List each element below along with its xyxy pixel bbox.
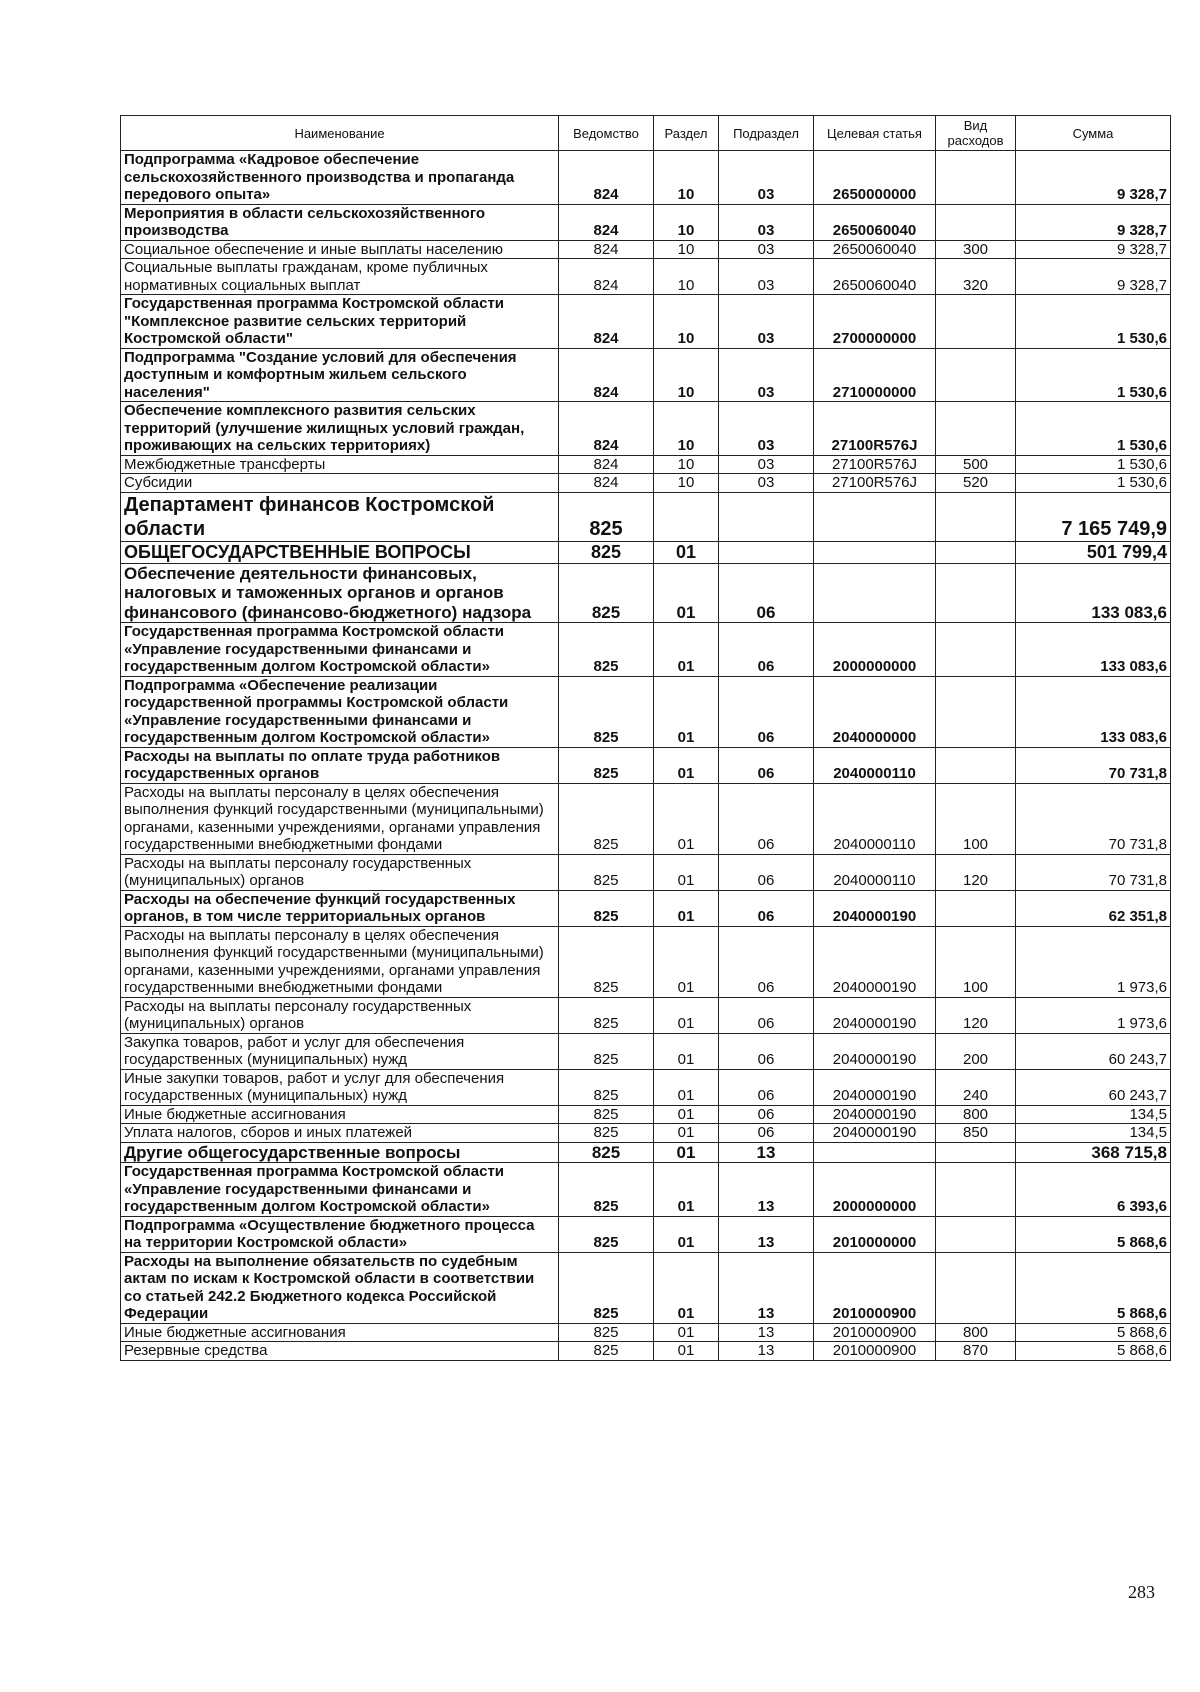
cell-name: Расходы на выплаты по оплате труда работников государственных органов: [121, 747, 559, 783]
cell-name: Расходы на обеспечение функций государственных органов, в том числе территориальных органов: [121, 890, 559, 926]
cell-subsection: 13: [719, 1142, 814, 1163]
table-row: [121, 151, 1171, 205]
cell-kind: [936, 747, 1016, 783]
cell-dept: 824: [559, 348, 654, 402]
cell-sum: 62 351,8: [1016, 890, 1171, 926]
cell-target: 2040000110: [814, 854, 936, 890]
cell-target: 2010000900: [814, 1323, 936, 1342]
table-row: [121, 259, 1171, 295]
cell-dept: 824: [559, 240, 654, 259]
table-row: [121, 455, 1171, 474]
cell-target: [814, 541, 936, 563]
cell-target: 2040000190: [814, 997, 936, 1033]
table-row: [121, 1163, 1171, 1217]
cell-subsection: 06: [719, 1033, 814, 1069]
cell-target: 2700000000: [814, 295, 936, 349]
cell-subsection: 06: [719, 676, 814, 747]
cell-target: 2040000190: [814, 1124, 936, 1143]
cell-target: 27100R576J: [814, 455, 936, 474]
cell-kind: [936, 1142, 1016, 1163]
cell-section: 01: [654, 541, 719, 563]
cell-section: 10: [654, 348, 719, 402]
cell-section: 01: [654, 854, 719, 890]
table-header: [121, 116, 1171, 151]
cell-name: Закупка товаров, работ и услуг для обеспечения государственных (муниципальных) нужд: [121, 1033, 559, 1069]
cell-dept: 825: [559, 747, 654, 783]
cell-section: 01: [654, 890, 719, 926]
cell-subsection: [719, 492, 814, 541]
cell-sum: 60 243,7: [1016, 1069, 1171, 1105]
table-row: [121, 1252, 1171, 1323]
cell-section: 01: [654, 1323, 719, 1342]
cell-kind: 500: [936, 455, 1016, 474]
cell-subsection: 03: [719, 151, 814, 205]
cell-name: Подпрограмма "Создание условий для обеспечения доступным и комфортным жильем сельского населения": [121, 348, 559, 402]
cell-target: 2040000110: [814, 747, 936, 783]
cell-name: Другие общегосударственные вопросы: [121, 1142, 559, 1163]
cell-dept: 825: [559, 563, 654, 623]
table-row: [121, 854, 1171, 890]
cell-section: 10: [654, 259, 719, 295]
cell-kind: 800: [936, 1323, 1016, 1342]
cell-subsection: 03: [719, 259, 814, 295]
cell-target: 2010000900: [814, 1252, 936, 1323]
cell-sum: 1 530,6: [1016, 402, 1171, 456]
cell-kind: 320: [936, 259, 1016, 295]
cell-target: 2040000190: [814, 1069, 936, 1105]
cell-target: 2040000190: [814, 890, 936, 926]
cell-subsection: 06: [719, 997, 814, 1033]
cell-section: 10: [654, 240, 719, 259]
cell-target: 27100R576J: [814, 402, 936, 456]
header-sum: Сумма: [1016, 116, 1171, 151]
cell-sum: 5 868,6: [1016, 1342, 1171, 1361]
cell-target: 2010000000: [814, 1216, 936, 1252]
cell-target: 2650060040: [814, 259, 936, 295]
cell-subsection: [719, 541, 814, 563]
table-row: [121, 623, 1171, 677]
cell-name: Расходы на выполнение обязательств по судебным актам по искам к Костромской области в соответствии со статьей 242.2 Бюджетного кодекса Российской Федерации: [121, 1252, 559, 1323]
cell-dept: 824: [559, 455, 654, 474]
table-row: [121, 295, 1171, 349]
cell-name: Расходы на выплаты персоналу в целях обеспечения выполнения функций государственными (муниципальными) органами, казенными учреждениями, органами управления государственными внебюджетными фондами: [121, 783, 559, 854]
cell-sum: 70 731,8: [1016, 854, 1171, 890]
cell-subsection: 03: [719, 474, 814, 493]
cell-dept: 825: [559, 1342, 654, 1361]
cell-name: Социальные выплаты гражданам, кроме публичных нормативных социальных выплат: [121, 259, 559, 295]
cell-sum: 9 328,7: [1016, 204, 1171, 240]
cell-target: 2650060040: [814, 204, 936, 240]
header-section: Раздел: [654, 116, 719, 151]
cell-dept: 825: [559, 890, 654, 926]
table-row: [121, 1069, 1171, 1105]
cell-sum: 9 328,7: [1016, 240, 1171, 259]
cell-section: 10: [654, 204, 719, 240]
cell-sum: 5 868,6: [1016, 1323, 1171, 1342]
cell-name: Иные закупки товаров, работ и услуг для обеспечения государственных (муниципальных) нужд: [121, 1069, 559, 1105]
cell-sum: 133 083,6: [1016, 563, 1171, 623]
cell-sum: 133 083,6: [1016, 623, 1171, 677]
cell-subsection: 13: [719, 1342, 814, 1361]
cell-section: 01: [654, 1342, 719, 1361]
cell-subsection: 03: [719, 204, 814, 240]
cell-section: 01: [654, 997, 719, 1033]
cell-target: 2710000000: [814, 348, 936, 402]
cell-subsection: 03: [719, 402, 814, 456]
cell-target: 2650000000: [814, 151, 936, 205]
cell-sum: 70 731,8: [1016, 783, 1171, 854]
cell-dept: 825: [559, 1124, 654, 1143]
cell-name: Подпрограмма «Обеспечение реализации государственной программы Костромской области «Управление государственными финансами и государственным долгом Костромской области»: [121, 676, 559, 747]
cell-target: 2040000000: [814, 676, 936, 747]
cell-sum: 368 715,8: [1016, 1142, 1171, 1163]
table-row: [121, 747, 1171, 783]
cell-subsection: 06: [719, 1105, 814, 1124]
cell-target: 2000000000: [814, 1163, 936, 1217]
cell-name: Иные бюджетные ассигнования: [121, 1105, 559, 1124]
cell-target: 2040000110: [814, 783, 936, 854]
table-row: [121, 1216, 1171, 1252]
cell-dept: 825: [559, 1069, 654, 1105]
cell-section: 01: [654, 1142, 719, 1163]
cell-kind: 850: [936, 1124, 1016, 1143]
cell-name: Межбюджетные трансферты: [121, 455, 559, 474]
cell-subsection: 06: [719, 890, 814, 926]
table-row: [121, 783, 1171, 854]
table-row: [121, 492, 1171, 541]
cell-section: 01: [654, 1105, 719, 1124]
cell-target: [814, 563, 936, 623]
cell-kind: [936, 1252, 1016, 1323]
cell-subsection: 06: [719, 926, 814, 997]
cell-dept: 824: [559, 402, 654, 456]
cell-dept: 825: [559, 854, 654, 890]
cell-sum: 6 393,6: [1016, 1163, 1171, 1217]
cell-sum: 134,5: [1016, 1124, 1171, 1143]
cell-subsection: 06: [719, 747, 814, 783]
cell-dept: 824: [559, 204, 654, 240]
table-row: [121, 676, 1171, 747]
cell-kind: 100: [936, 783, 1016, 854]
cell-target: 2010000900: [814, 1342, 936, 1361]
cell-subsection: 03: [719, 240, 814, 259]
cell-dept: 825: [559, 1216, 654, 1252]
cell-kind: [936, 676, 1016, 747]
cell-kind: 120: [936, 854, 1016, 890]
cell-sum: 1 530,6: [1016, 474, 1171, 493]
cell-section: 01: [654, 623, 719, 677]
cell-dept: 825: [559, 1252, 654, 1323]
cell-section: 01: [654, 926, 719, 997]
table-row: [121, 1323, 1171, 1342]
cell-name: Расходы на выплаты персоналу государственных (муниципальных) органов: [121, 997, 559, 1033]
cell-kind: 120: [936, 997, 1016, 1033]
cell-name: Государственная программа Костромской области «Управление государственными финансами и государственным долгом Костромской области»: [121, 1163, 559, 1217]
table-row: [121, 1033, 1171, 1069]
cell-kind: 100: [936, 926, 1016, 997]
cell-dept: 825: [559, 623, 654, 677]
cell-subsection: 06: [719, 1069, 814, 1105]
cell-kind: 520: [936, 474, 1016, 493]
cell-sum: 1 530,6: [1016, 348, 1171, 402]
cell-name: Мероприятия в области сельскохозяйственного производства: [121, 204, 559, 240]
cell-target: 27100R576J: [814, 474, 936, 493]
cell-dept: 825: [559, 541, 654, 563]
table-row: [121, 541, 1171, 563]
cell-sum: 501 799,4: [1016, 541, 1171, 563]
table-row: [121, 474, 1171, 493]
table-row: [121, 240, 1171, 259]
cell-dept: 824: [559, 474, 654, 493]
cell-target: 2000000000: [814, 623, 936, 677]
cell-section: 01: [654, 563, 719, 623]
cell-kind: 200: [936, 1033, 1016, 1069]
cell-dept: 825: [559, 783, 654, 854]
cell-sum: 5 868,6: [1016, 1252, 1171, 1323]
table-row: [121, 348, 1171, 402]
table-row: [121, 926, 1171, 997]
cell-section: 01: [654, 1069, 719, 1105]
cell-name: Резервные средства: [121, 1342, 559, 1361]
cell-dept: 825: [559, 492, 654, 541]
header-kind: Вид расходов: [936, 116, 1016, 151]
cell-section: 01: [654, 1033, 719, 1069]
cell-sum: 1 973,6: [1016, 926, 1171, 997]
cell-subsection: 13: [719, 1216, 814, 1252]
cell-sum: 133 083,6: [1016, 676, 1171, 747]
cell-sum: 134,5: [1016, 1105, 1171, 1124]
cell-section: 01: [654, 1252, 719, 1323]
cell-section: 01: [654, 783, 719, 854]
cell-target: 2040000190: [814, 1105, 936, 1124]
header-subsection: Подраздел: [719, 116, 814, 151]
cell-name: Расходы на выплаты персоналу государственных (муниципальных) органов: [121, 854, 559, 890]
table-row: [121, 890, 1171, 926]
cell-dept: 824: [559, 259, 654, 295]
cell-name: Департамент финансов Костромской области: [121, 492, 559, 541]
cell-name: Социальное обеспечение и иные выплаты населению: [121, 240, 559, 259]
cell-section: 01: [654, 747, 719, 783]
cell-kind: [936, 1163, 1016, 1217]
cell-name: Подпрограмма «Кадровое обеспечение сельскохозяйственного производства и пропаганда передового опыта»: [121, 151, 559, 205]
table-row: [121, 997, 1171, 1033]
cell-section: 01: [654, 1216, 719, 1252]
cell-kind: 300: [936, 240, 1016, 259]
header-dept: Ведомство: [559, 116, 654, 151]
cell-section: 10: [654, 402, 719, 456]
cell-section: 01: [654, 676, 719, 747]
cell-kind: 870: [936, 1342, 1016, 1361]
table-row: [121, 1124, 1171, 1143]
cell-subsection: 03: [719, 295, 814, 349]
cell-subsection: 03: [719, 348, 814, 402]
cell-section: 01: [654, 1124, 719, 1143]
cell-name: ОБЩЕГОСУДАРСТВЕННЫЕ ВОПРОСЫ: [121, 541, 559, 563]
cell-section: 10: [654, 295, 719, 349]
cell-subsection: 13: [719, 1323, 814, 1342]
cell-dept: 824: [559, 151, 654, 205]
table-row: [121, 1142, 1171, 1163]
cell-dept: 825: [559, 926, 654, 997]
cell-kind: 800: [936, 1105, 1016, 1124]
cell-subsection: 13: [719, 1252, 814, 1323]
cell-kind: 240: [936, 1069, 1016, 1105]
cell-sum: 9 328,7: [1016, 151, 1171, 205]
cell-target: 2040000190: [814, 926, 936, 997]
cell-dept: 825: [559, 1105, 654, 1124]
cell-kind: [936, 1216, 1016, 1252]
cell-sum: 9 328,7: [1016, 259, 1171, 295]
cell-sum: 1 530,6: [1016, 455, 1171, 474]
page-number: 283: [1128, 1582, 1155, 1602]
cell-subsection: 13: [719, 1163, 814, 1217]
cell-dept: 825: [559, 997, 654, 1033]
cell-dept: 825: [559, 1163, 654, 1217]
cell-dept: 825: [559, 676, 654, 747]
cell-sum: 1 530,6: [1016, 295, 1171, 349]
cell-kind: [936, 348, 1016, 402]
cell-dept: 825: [559, 1323, 654, 1342]
cell-subsection: 06: [719, 854, 814, 890]
cell-kind: [936, 541, 1016, 563]
header-name: Наименование: [121, 116, 559, 151]
cell-section: 01: [654, 1163, 719, 1217]
cell-name: Подпрограмма «Осуществление бюджетного процесса на территории Костромской области»: [121, 1216, 559, 1252]
table-row: [121, 1105, 1171, 1124]
cell-name: Субсидии: [121, 474, 559, 493]
cell-sum: 60 243,7: [1016, 1033, 1171, 1069]
table-row: [121, 563, 1171, 623]
cell-subsection: 06: [719, 1124, 814, 1143]
cell-kind: [936, 151, 1016, 205]
cell-kind: [936, 402, 1016, 456]
cell-name: Обеспечение комплексного развития сельских территорий (улучшение жилищных условий граждан, проживающих на сельских территориях): [121, 402, 559, 456]
table-row: [121, 402, 1171, 456]
budget-table: [120, 115, 1171, 1361]
cell-subsection: 06: [719, 563, 814, 623]
cell-dept: 825: [559, 1033, 654, 1069]
table-row: [121, 204, 1171, 240]
cell-subsection: 06: [719, 783, 814, 854]
cell-kind: [936, 204, 1016, 240]
cell-target: [814, 492, 936, 541]
cell-name: Государственная программа Костромской области "Комплексное развитие сельских территорий Костромской области": [121, 295, 559, 349]
cell-section: 10: [654, 474, 719, 493]
cell-target: [814, 1142, 936, 1163]
cell-name: Обеспечение деятельности финансовых, налоговых и таможенных органов и органов финансового (финансово-бюджетного) надзора: [121, 563, 559, 623]
cell-section: [654, 492, 719, 541]
cell-kind: [936, 563, 1016, 623]
cell-sum: 1 973,6: [1016, 997, 1171, 1033]
table-row: [121, 1342, 1171, 1361]
cell-subsection: 06: [719, 623, 814, 677]
cell-target: 2040000190: [814, 1033, 936, 1069]
cell-kind: [936, 492, 1016, 541]
cell-kind: [936, 295, 1016, 349]
cell-section: 10: [654, 151, 719, 205]
cell-kind: [936, 623, 1016, 677]
header-target: Целевая статья: [814, 116, 936, 151]
cell-kind: [936, 890, 1016, 926]
cell-sum: 7 165 749,9: [1016, 492, 1171, 541]
cell-name: Иные бюджетные ассигнования: [121, 1323, 559, 1342]
cell-sum: 70 731,8: [1016, 747, 1171, 783]
cell-target: 2650060040: [814, 240, 936, 259]
cell-sum: 5 868,6: [1016, 1216, 1171, 1252]
cell-name: Уплата налогов, сборов и иных платежей: [121, 1124, 559, 1143]
cell-name: Расходы на выплаты персоналу в целях обеспечения выполнения функций государственными (муниципальными) органами, казенными учреждениями, органами управления государственными внебюджетными фондами: [121, 926, 559, 997]
cell-subsection: 03: [719, 455, 814, 474]
cell-section: 10: [654, 455, 719, 474]
cell-dept: 824: [559, 295, 654, 349]
cell-name: Государственная программа Костромской области «Управление государственными финансами и государственным долгом Костромской области»: [121, 623, 559, 677]
cell-dept: 825: [559, 1142, 654, 1163]
